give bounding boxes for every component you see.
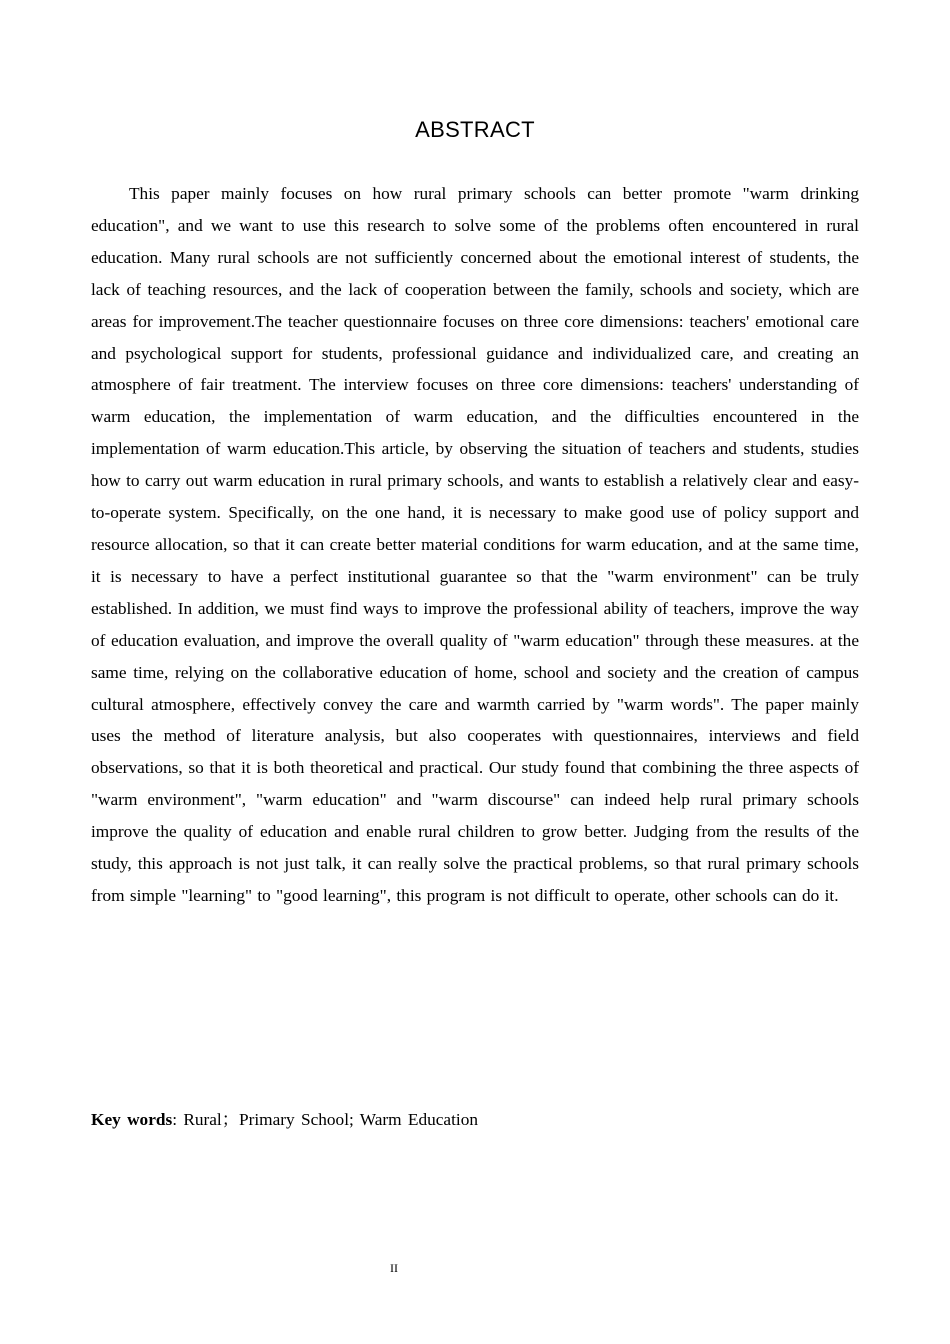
page-number: II — [390, 1261, 398, 1275]
keywords-text: : Rural；Primary School; Warm Education — [172, 1110, 478, 1129]
abstract-paragraph: This paper mainly focuses on how rural primary schools can better promote "warm drinking education", and we want to use this research to solve some of the problems often encountered in rural education. Many rural schools are not sufficiently concerned about the emotional interest of students, the lack of teaching resources, and the lack of cooperation between the family, schools and society, which are areas for improvement.The teacher questionnaire focuses on three core dimensions: teachers' emotional care and psychological support for students, professional guidance and individualized care, and creating an atmosphere of fair treatment. The interview focuses on three core dimensions: teachers' understanding of warm education, the implementation of warm education, and the difficulties encountered in the implementation of warm education.This article, by observing the situation of teachers and students, studies how to carry out warm education in rural primary schools, and wants to establish a relatively clear and easy-to-operate system. Specifically, on the one hand, it is necessary to make good use of policy support and resource allocation, so that it can create better material conditions for warm education, and at the same time, it is necessary to have a perfect institutional guarantee so that the "warm environment" can be truly established. In addition, we must find ways to improve the professional ability of teachers, improve the way of education evaluation, and improve the overall quality of "warm education" through these measures. at the same time, relying on the collaborative education of home, school and society and the creation of campus cultural atmosphere, effectively convey the care and warmth carried by "warm words". The paper mainly uses the method of literature analysis, but also cooperates with questionnaires, interviews and field observations, so that it is both theoretical and practical. Our study found that combining the three aspects of "warm environment", "warm education" and "warm discourse" can indeed help rural primary schools improve the quality of education and enable rural children to grow better. Judging from the results of the study, this approach is not just talk, it can really solve the practical problems, so that rural primary schools from simple "learning" to "good learning", this program is not difficult to operate, other schools can do it. — [91, 184, 859, 905]
abstract-title: ABSTRACT — [415, 117, 535, 142]
keywords-label: Key words — [91, 1110, 173, 1129]
keywords-line — [91, 1104, 859, 1136]
